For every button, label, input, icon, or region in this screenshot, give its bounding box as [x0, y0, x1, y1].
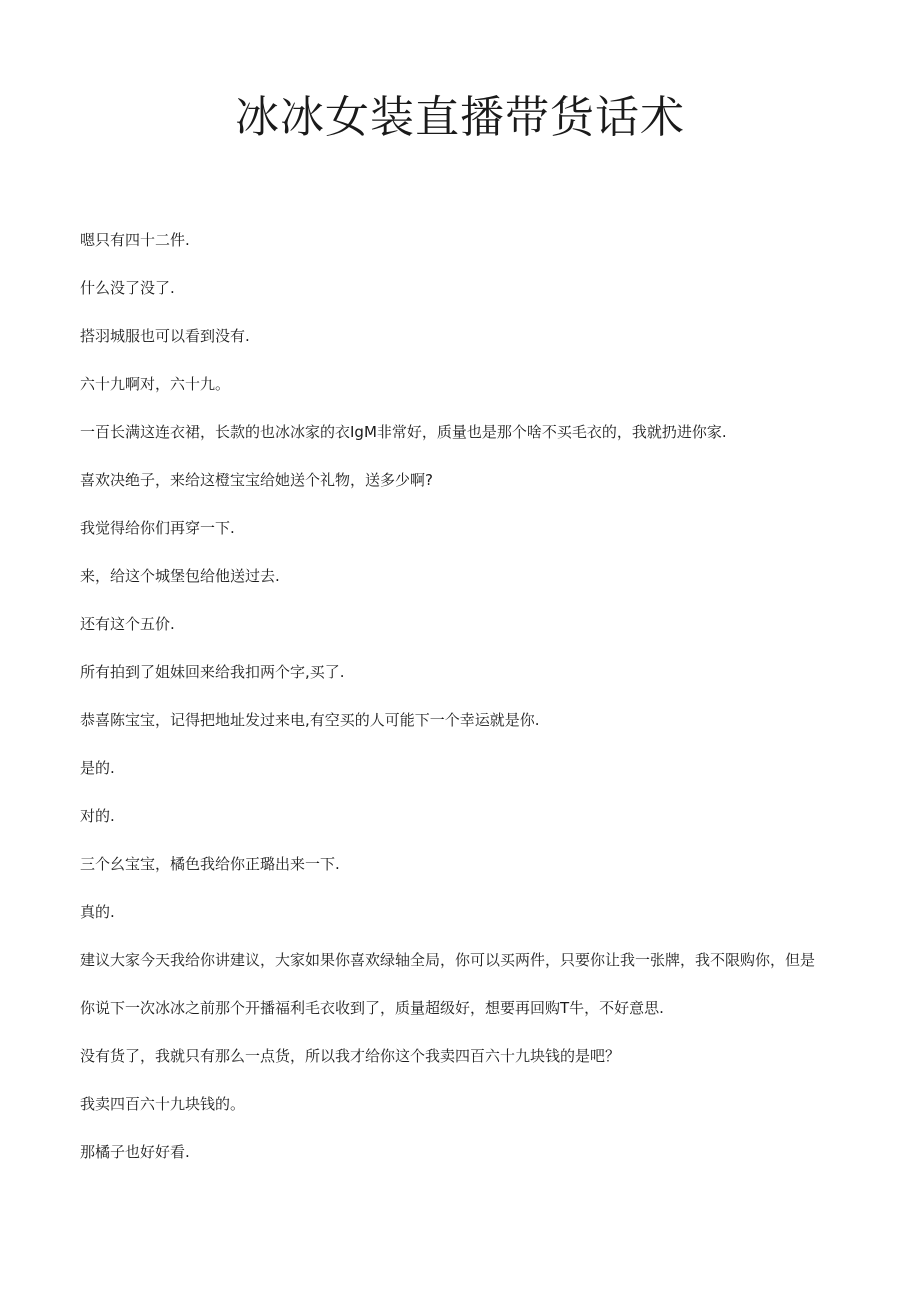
transcript-line: 你说下一次冰冰之前那个开播福利毛衣收到了，质量超级好，想要再回购T牛，不好意思. [80, 999, 664, 1017]
transcript-line: 喜欢决绝子，来给这橙宝宝给她送个礼物，送多少啊? [80, 471, 433, 489]
transcript-line: 建议大家今天我给你讲建议，大家如果你喜欢绿轴全局，你可以买两件，只要你让我一张牌，我不限购你，但是 [80, 951, 816, 969]
transcript-line: 一百长满这连衣裙，长款的也冰冰家的衣IgM非常好，质量也是那个啥不买毛衣的，我就扔进你家. [80, 423, 727, 441]
transcript-line: 什么没了没了. [80, 279, 175, 297]
transcript-line: 嗯只有四十二件. [80, 231, 190, 249]
transcript-line: 我卖四百六十九块钱的。 [80, 1095, 246, 1113]
transcript-line: 还有这个五价. [80, 615, 175, 633]
transcript-line: 恭喜陈宝宝，记得把地址发过来电,有空买的人可能下一个幸运就是你. [80, 711, 540, 729]
transcript-line: 真的. [80, 903, 115, 921]
transcript-line: 是的. [80, 759, 115, 777]
transcript-line: 来，给这个城堡包给他送过去. [80, 567, 280, 585]
transcript-line: 我觉得给你们再穿一下. [80, 519, 235, 537]
transcript-line: 没有货了，我就只有那么一点货，所以我才给你这个我卖四百六十九块钱的是吧？ [80, 1047, 621, 1065]
document-title: 冰冰女装直播带货话术 [235, 92, 685, 143]
transcript-line: 所有拍到了姐妹回来给我扣两个字,买了. [80, 663, 345, 681]
transcript-line: 搭羽城服也可以看到没有. [80, 327, 250, 345]
transcript-line: 那橘子也好好看. [80, 1143, 190, 1161]
transcript-line: 六十九啊对，六十九。 [80, 375, 231, 393]
transcript-line: 三个幺宝宝，橘色我给你正璐出来一下. [80, 855, 340, 873]
transcript-lines [80, 226, 860, 1186]
transcript-line: 对的. [80, 807, 115, 825]
